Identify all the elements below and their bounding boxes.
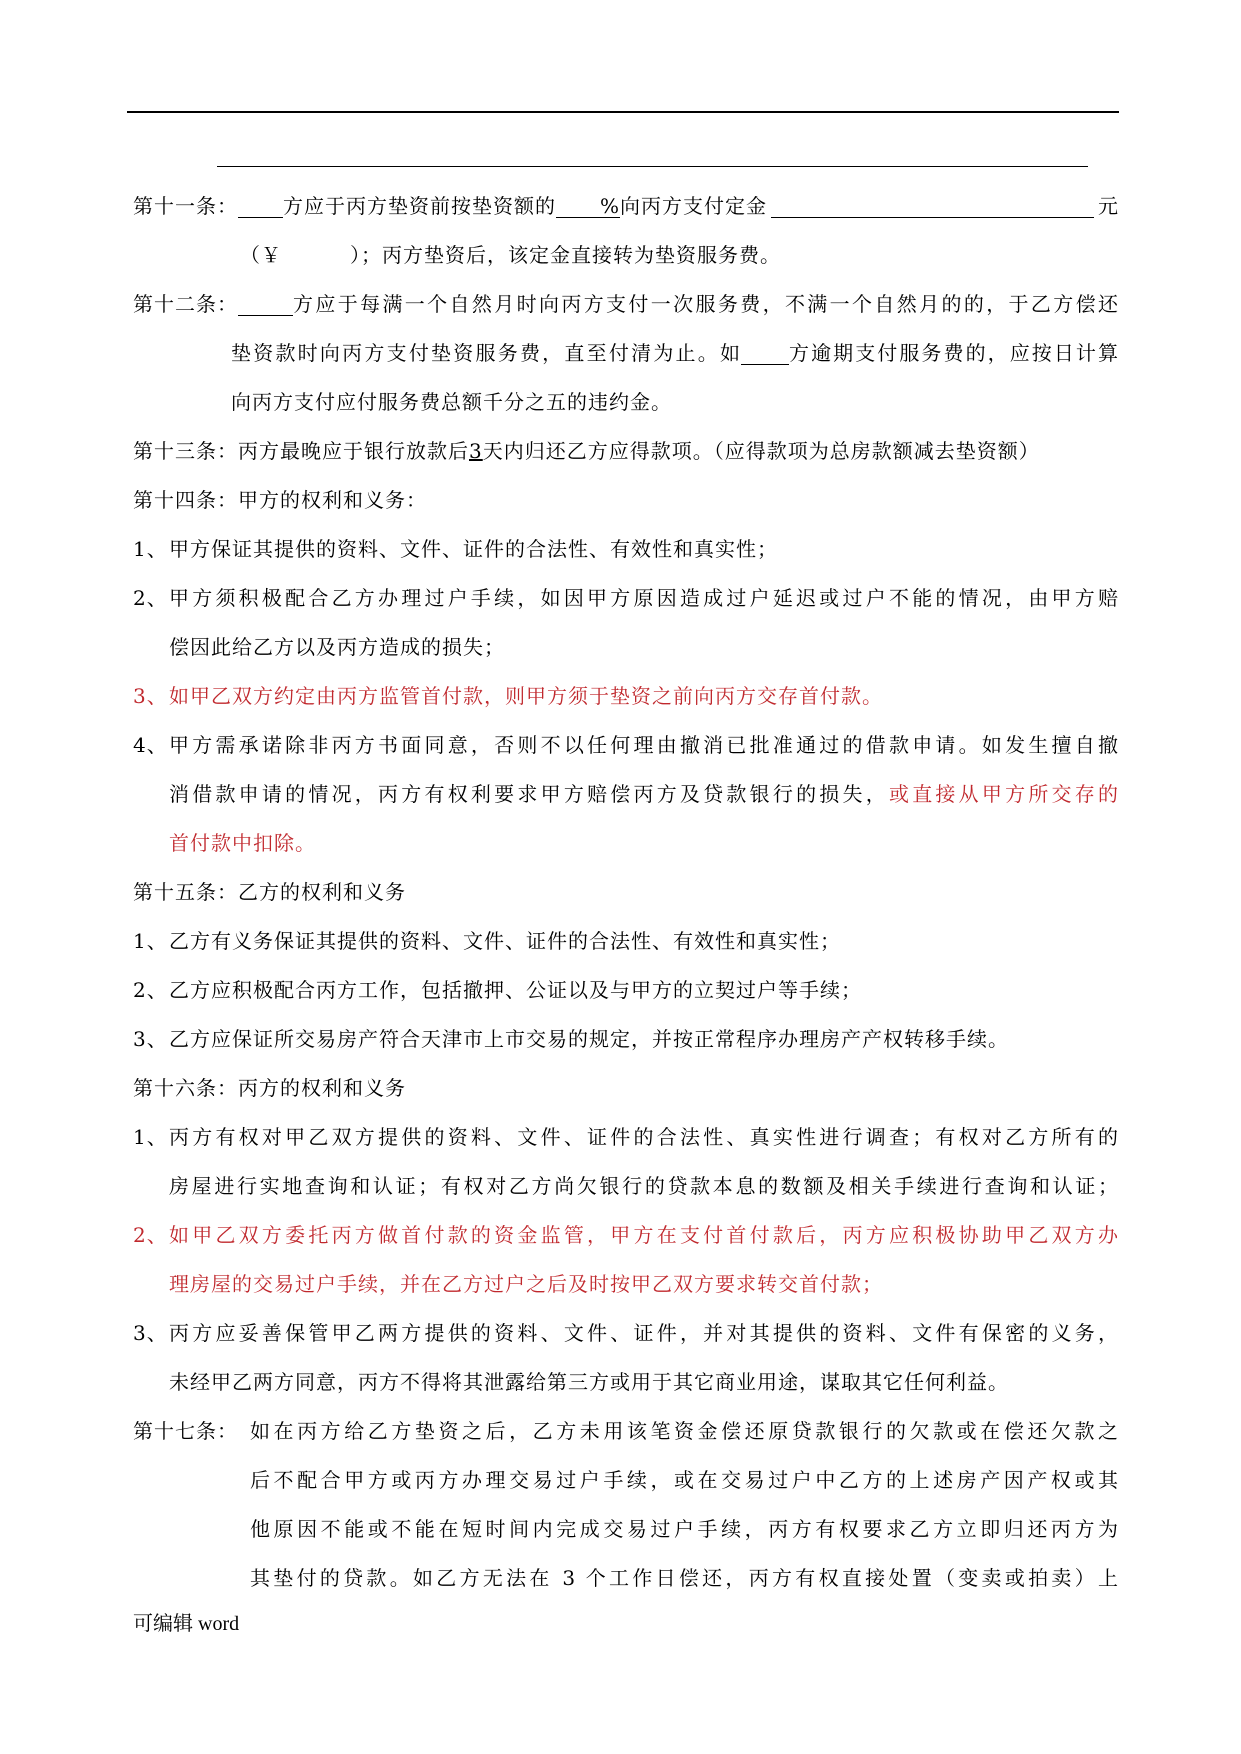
item-number: 1、	[133, 929, 168, 953]
article-17-line-1	[133, 1416, 1119, 1446]
item-text: 乙方有义务保证其提供的资料、文件、证件的合法性、有效性和真实性；	[169, 929, 841, 953]
blank-underline	[238, 191, 283, 218]
article-15-item-1	[133, 926, 1119, 956]
item-number: 2、	[133, 586, 168, 610]
article-11-label: 第十一条：	[133, 194, 238, 218]
item-number: 1、	[133, 537, 168, 561]
percent-blank: %	[556, 191, 620, 218]
header-sub-rule	[217, 166, 1088, 167]
article-13-label: 第十三条：	[133, 439, 238, 463]
article-11-text-b: 向丙方支付定金	[620, 194, 767, 218]
article-16-item-3-cont: 未经甲乙两方同意，丙方不得将其泄露给第三方或用于其它商业用途，谋取其它任何利益。	[169, 1370, 1009, 1394]
article-12-text-2b: 方逾期支付服务费的，应按日计算	[789, 341, 1119, 365]
article-14-item-4-cont	[169, 779, 1119, 809]
item-number: 3、	[133, 1321, 168, 1345]
item-number: 4、	[133, 733, 168, 757]
item-text: 甲方需承诺除非丙方书面同意，否则不以任何理由撤消已批准通过的借款申请。如发生擅自撤	[169, 733, 1119, 757]
article-16-item-2	[133, 1220, 1119, 1250]
blank-underline	[238, 289, 293, 316]
article-12-line-2	[231, 338, 1119, 368]
item-text: 消借款申请的情况，丙方有权利要求甲方赔偿丙方及贷款银行的损失，	[169, 782, 889, 806]
article-14-item-4	[133, 730, 1119, 760]
article-17-label: 第十七条：	[133, 1419, 238, 1443]
article-15-item-3	[133, 1024, 1119, 1054]
article-16-item-3	[133, 1318, 1119, 1348]
article-11-line-2	[240, 240, 1119, 270]
article-12-label: 第十二条：	[133, 292, 238, 316]
item-text: 甲方须积极配合乙方办理过户手续，如因甲方原因造成过户延迟或过户不能的情况，由甲方赔	[169, 586, 1119, 610]
item-number: 2、	[133, 978, 168, 1002]
article-16-heading: 第十六条：丙方的权利和义务	[133, 1076, 406, 1100]
article-14-heading: 第十四条：甲方的权利和义务：	[133, 488, 427, 512]
item-text: 乙方应积极配合丙方工作，包括撤押、公证以及与甲方的立契过户等手续；	[169, 978, 862, 1002]
article-11-text-a: 方应于丙方垫资前按垫资额的	[283, 194, 556, 218]
article-17-line-4: 其垫付的贷款。如乙方无法在 3 个工作日偿还，丙方有权直接处置（变卖或拍卖）上	[250, 1566, 1119, 1590]
article-12-text-2a: 垫资款时向丙方支付垫资服务费，直至付清为止。如	[231, 341, 741, 365]
item-number: 3、	[133, 1027, 168, 1051]
item-text: 乙方应保证所交易房产符合天津市上市交易的规定，并按正常程序办理房产产权转移手续。	[169, 1027, 1009, 1051]
article-13-text-a: 丙方最晚应于银行放款后	[238, 439, 469, 463]
item-text: 丙方有权对甲乙双方提供的资料、文件、证件的合法性、真实性进行调查；有权对乙方所有的	[169, 1125, 1119, 1149]
article-12-line-3: 向丙方支付应付服务费总额千分之五的违约金。	[231, 390, 672, 414]
article-11-unit: 元	[1098, 194, 1119, 218]
article-17-text-1: 如在丙方给乙方垫资之后，乙方未用该笔资金偿还原贷款银行的欠款或在偿还欠款之	[250, 1419, 1119, 1443]
article-16-item-2-cont: 理房屋的交易过户手续，并在乙方过户之后及时按甲乙双方要求转交首付款；	[169, 1272, 883, 1296]
article-11-text-c: ）；丙方垫资后，该定金直接转为垫资服务费。	[350, 243, 781, 267]
article-12-text-1: 方应于每满一个自然月时向丙方支付一次服务费，不满一个自然月的的，于乙方偿还	[293, 292, 1119, 316]
article-15-item-2	[133, 975, 1119, 1005]
article-14-item-3	[133, 681, 1119, 711]
blank-underline	[741, 338, 789, 365]
item-text: 丙方应妥善保管甲乙两方提供的资料、文件、证件，并对其提供的资料、文件有保密的义务，	[169, 1321, 1119, 1345]
article-17-line-2: 后不配合甲方或丙方办理交易过户手续，或在交易过户中乙方的上述房产因产权或其	[250, 1468, 1119, 1492]
item-number: 3、	[133, 684, 168, 708]
article-12-line-1	[133, 289, 1119, 319]
currency-open: （￥	[240, 243, 282, 267]
item-text: 如甲乙双方委托丙方做首付款的资金监管，甲方在支付首付款后，丙方应积极协助甲乙双方办	[169, 1223, 1119, 1247]
article-14-item-2-cont: 偿因此给乙方以及丙方造成的损失；	[169, 635, 505, 659]
article-14-item-2	[133, 583, 1119, 613]
article-14-item-1	[133, 534, 1119, 564]
amount-blank	[771, 191, 1094, 218]
article-17-line-3: 他原因不能或不能在短时间内完成交易过户手续，丙方有权要求乙方立即归还丙方为	[250, 1517, 1119, 1541]
article-16-item-1-cont: 房屋进行实地查询和认证；有权对乙方尚欠银行的贷款本息的数额及相关手续进行查询和认证；	[169, 1174, 1119, 1198]
item-text: 如甲乙双方约定由丙方监管首付款，则甲方须于垫资之前向丙方交存首付款。	[169, 684, 883, 708]
item-text-highlight: 或直接从甲方所交存的	[888, 782, 1119, 806]
article-13-text-b: 天内归还乙方应得款项。（应得款项为总房款额减去垫资额）	[482, 439, 1040, 463]
item-text: 甲方保证其提供的资料、文件、证件的合法性、有效性和真实性；	[169, 537, 778, 561]
article-15-heading: 第十五条：乙方的权利和义务	[133, 880, 406, 904]
article-13-line	[133, 436, 1119, 466]
article-11-line-1	[133, 191, 1119, 221]
article-14-item-4-cont-2: 首付款中扣除。	[169, 831, 316, 855]
item-number: 2、	[133, 1223, 168, 1247]
page-footer: 可编辑 word	[133, 1613, 240, 1635]
header-rule	[127, 111, 1119, 113]
days-value: 3	[469, 439, 483, 463]
article-16-item-1	[133, 1122, 1119, 1152]
item-number: 1、	[133, 1125, 168, 1149]
